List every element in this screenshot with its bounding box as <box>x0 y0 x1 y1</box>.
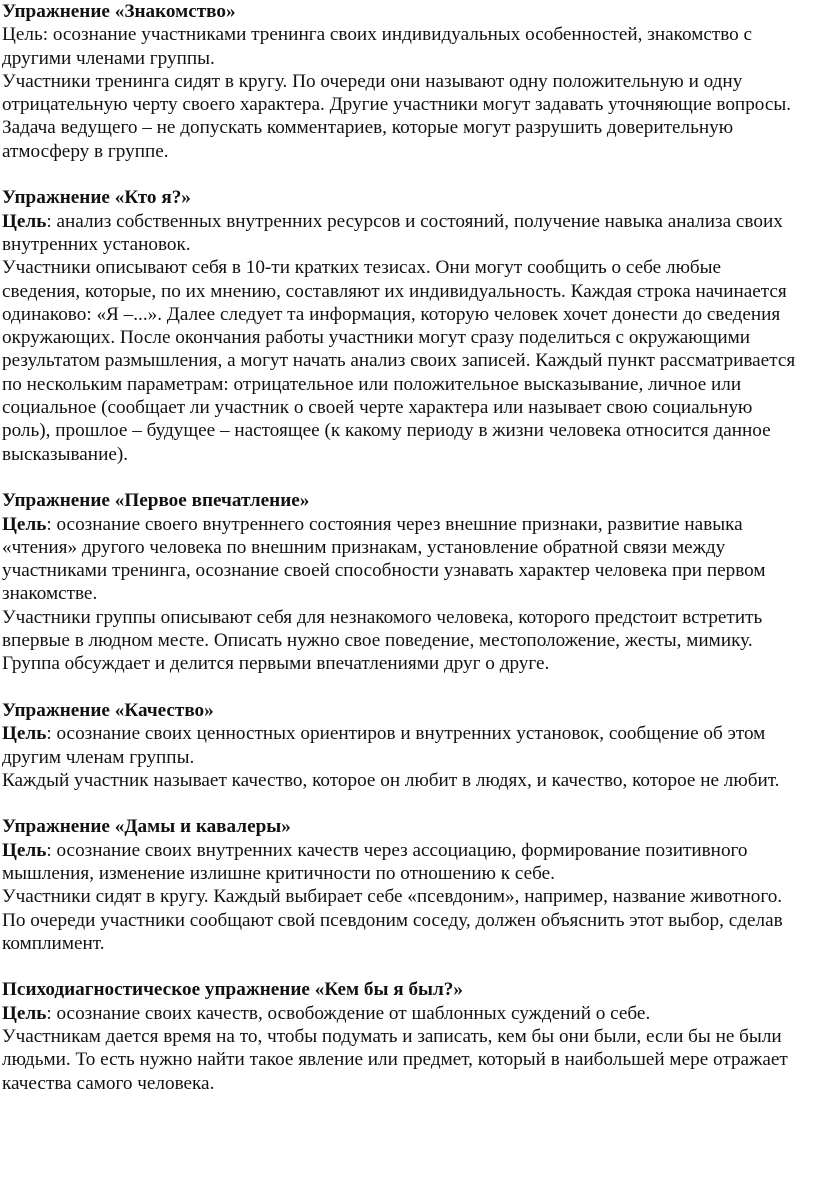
exercise-section-who-am-i <box>2 186 800 466</box>
exercise-goal <box>2 513 800 606</box>
goal-text: : осознание своего внутреннего состояния через внешние признаки, развитие навыка «чтения» другого человека по внешним признакам, установление обратной связи между участниками тренинга, осознание своей способности узнавать характер человека при первом знакомстве. <box>2 513 766 605</box>
exercise-goal <box>2 23 800 70</box>
goal-text: : анализ собственных внутренних ресурсов и состояний, получение навыка анализа своих внутренних установок. <box>2 210 783 255</box>
goal-text: : осознание своих ценностных ориентиров и внутренних установок, сообщение об этом другим членам группы. <box>2 723 766 768</box>
goal-label: Цель <box>2 210 47 232</box>
exercise-section-first-impression <box>2 489 800 675</box>
exercise-description: Участники описывают себя в 10-ти кратких тезисах. Они могут сообщить о себе любые сведения, которые, по их мнению, составляют их индивидуальность. Каждая строка начинается одинаково: «Я –...». Далее следует та информация, которую человек хочет донести до сведения окружающих. После окончания работы участники могут сразу поделиться с окружающими результатом размышления, а могут начать анализ своих записей. Каждый пункт рассматривается по нескольким параметрам: отрицательное или положительное высказывание, личное или социальное (сообщает ли участник о своей черте характера или называет свою социальную роль), прошлое – будущее – настоящее (к какому периоду в жизни человека относится данное высказывание). <box>2 257 796 465</box>
goal-text: : осознание участниками тренинга своих индивидуальных особенностей, знакомство с другими членами группы. <box>2 24 753 69</box>
exercise-section-who-would-i-be <box>2 978 800 1094</box>
goal-text: : осознание своих качеств, освобождение от шаблонных суждений о себе. <box>46 1002 651 1024</box>
exercise-section-quality <box>2 699 800 792</box>
exercise-goal <box>2 722 800 769</box>
exercise-title: Упражнение «Первое впечатление» <box>2 490 310 512</box>
exercise-goal <box>2 839 800 886</box>
exercise-description: Участники тренинга сидят в кругу. По очереди они называют одну положительную и одну отрицательную черту своего характера. Другие участники могут задавать уточняющие вопросы. Задача ведущего – не допускать комментариев, которые могут разрушить доверительную атмосферу в группе. <box>2 70 792 162</box>
exercise-title: Упражнение «Кто я?» <box>2 187 191 209</box>
goal-text: : осознание своих внутренних качеств через ассоциацию, формирование позитивного мышления, изменение излишне критичности по отношению к себе. <box>2 839 748 884</box>
exercise-title: Упражнение «Знакомство» <box>2 1 236 22</box>
goal-label: Цель <box>2 723 47 745</box>
exercise-description: Участники группы описывают себя для незнакомого человека, которого предстоит встретить впервые в людном месте. Описать нужно свое поведение, местоположение, жесты, мимику. Группа обсуждает и делится первыми впечатлениями друг о друге. <box>2 606 763 675</box>
exercise-section-ladies-and-gentlemen <box>2 815 800 955</box>
exercise-description: Каждый участник называет качество, которое он любит в людях, и качество, которое не любит. <box>2 769 780 791</box>
exercise-section-acquaintance <box>2 0 800 163</box>
goal-label: Цель <box>2 513 47 535</box>
goal-label: Цель <box>2 1002 47 1024</box>
goal-label: Цель <box>2 24 43 46</box>
exercise-description: Участники сидят в кругу. Каждый выбирает себе «псевдоним», например, название животного. По очереди участники сообщают свой псевдоним соседу, должен объяснить этот выбор, сделав комплимент. <box>2 886 783 954</box>
exercise-description: Участникам дается время на то, чтобы подумать и записать, кем бы они были, если бы не были людьми. То есть нужно найти такое явление или предмет, который в наибольшей мере отражает качества самого человека. <box>2 1026 788 1094</box>
exercise-title: Упражнение «Качество» <box>2 699 214 721</box>
exercise-title: Психодиагностическое упражнение «Кем бы я был?» <box>2 979 463 1001</box>
goal-label: Цель <box>2 839 47 861</box>
exercise-goal <box>2 210 800 257</box>
exercise-goal <box>2 1002 800 1025</box>
exercise-title: Упражнение «Дамы и кавалеры» <box>2 816 291 838</box>
